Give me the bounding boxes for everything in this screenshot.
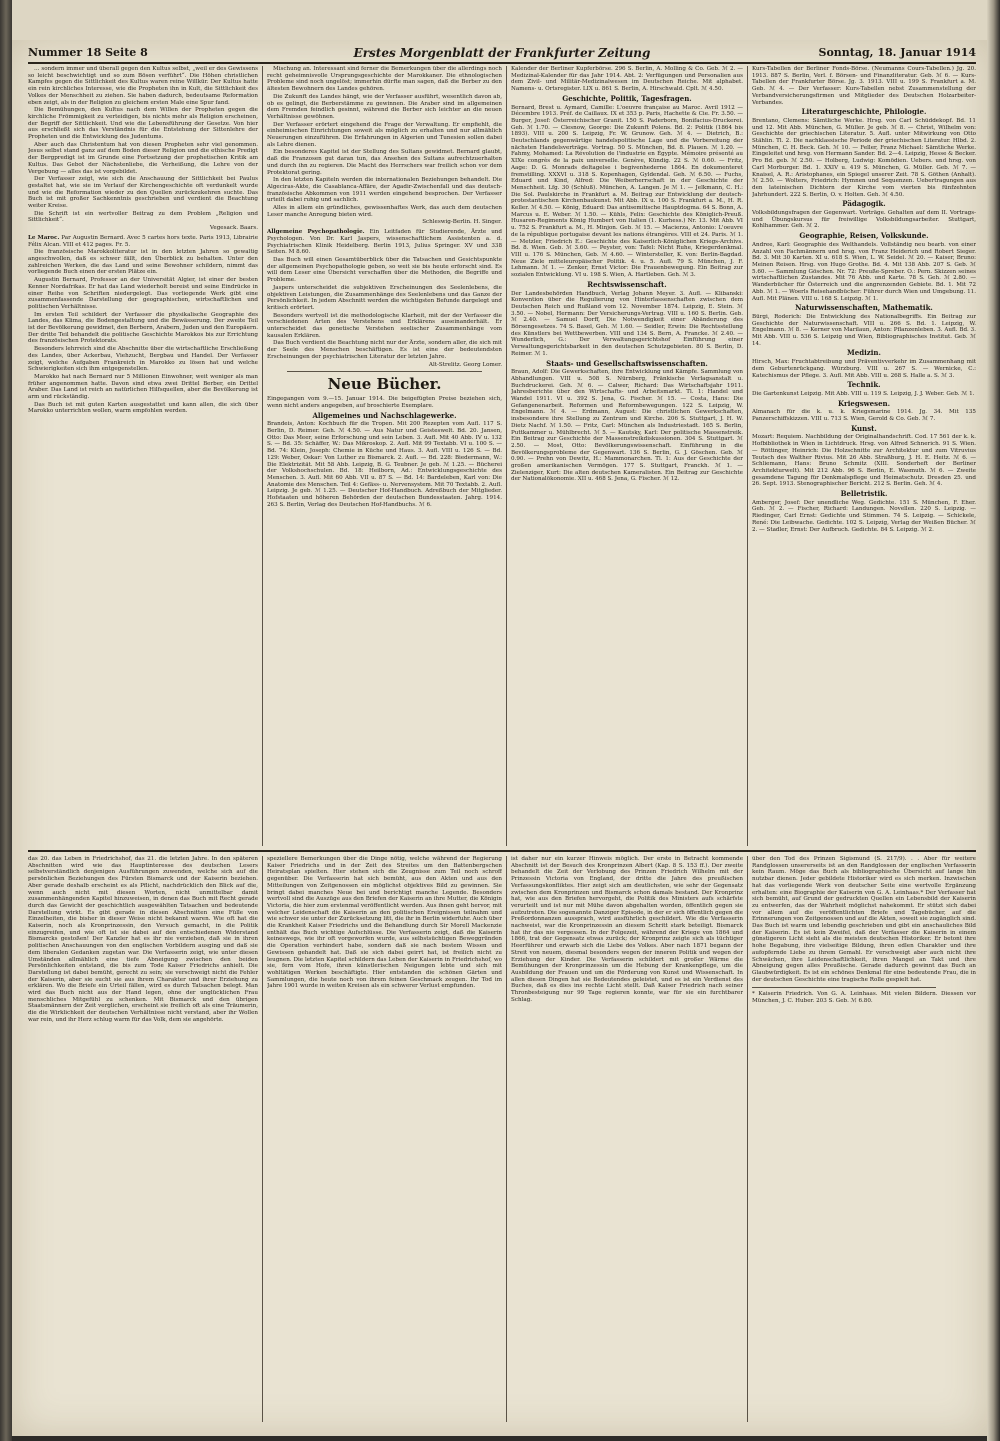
review-paragraph: Das Buch verdient die Beachtung nicht nur der Ärzte, sondern aller, die sich mit der Seele des Menschen beschäftigen. Es ist eine der bedeutendsten Erscheinungen der psychiatrischen Literatur der letzten Jahre. <box>267 340 502 360</box>
page-top-strip <box>12 0 987 40</box>
review-paragraph: Jaspers unterscheidet die subjektiven Erscheinungen des Seelenlebens, die objektiven Leistungen, die Zusammenhänge des Seelenlebens und das Ganze der Persönlichkeit. In jedem Abschnitt werden die wichtigsten Befunde dargelegt und kritisch erörtert. <box>267 284 502 311</box>
col1-paragraph: Die Schrift ist ein wertvoller Beitrag zu dem Problem „Religion und Sittlichkeit“. <box>28 210 258 224</box>
new-books-heading: Neue Bücher. <box>327 375 442 394</box>
review-paragraph: Marokko hat nach Bernard nur 5 Millionen Einwohner, weit weniger als man früher angenommen hatte. Davon sind etwa zwei Drittel Berber, ein Drittel Araber. Das Land ist reich an natürlichen Hilfsquellen, aber die Bevölkerung ist arm und rückständig. <box>28 373 258 401</box>
col2-paragraph: Mischung an. Interessant sind ferner die Bemerkungen über die allerdings noch recht geheimnisvolle Ursprungsgeschichte der Marokkaner. Die ethnologischen Probleme sind noch ungelöst; immerhin dürfte man sagen, daß die Berber zu den ältesten Bewohnern des Landes gehören. <box>267 66 502 93</box>
section-heading: Belletristik. <box>840 489 888 499</box>
review-paragraph: Das Buch will einen Gesamtüberblick über die Tatsachen und Gesichtspunkte der allgemeinen Psychopathologie geben, so weit sie bis heute erforscht sind. Es will dem Leser eine Übersicht verschaffen über die Methoden, die Begriffe und Probleme. <box>267 256 502 284</box>
section-rule <box>287 371 482 372</box>
review-meta: Par Augustin Bernard. Avec 5 cartes hors texte. Paris 1913, Librairie Félix Alcan. VIII et 412 pages. Fr. 5. <box>28 234 258 248</box>
column-divider <box>262 856 263 1422</box>
col1-paragraph: Aber auch das Christentum hat von diesen Propheten sehr viel genommen. Jesus selbst stand ganz auf dem Boden dieser Religion und die ethische Predigt der Bergpredigt ist im Grunde eine Fortsetzung der prophetischen Kritik am Kultus. Das Gebot der Nächstenliebe, die Verheißung, die Lehre von der Vergebung — alles das ist vorgebildet. <box>28 141 258 175</box>
book-list: Almanach für die k. u. k. Kriegsmarine 1914. Jg. 34. Mit 135 Panzerschiffskizzen. VIII u. 713 S. Wien, Gerold & Co. Geb. ℳ 7. <box>752 409 976 423</box>
book-list: Hirsch, Max: Fruchtabtreibung und Präventivverkehr im Zusammenhang mit dem Geburtenrückgang. Würzburg. VIII u. 267 S. — Wernicke, C.: Katechismus der Pflege. 3. Aufl. Mit Abb. VIII u. 268 S. Halle a. S. ℳ 3. <box>752 359 976 379</box>
article-column-3 <box>511 856 743 1424</box>
book-list: Brandeis, Anton: Kochbuch für die Tropen. Mit 200 Rezepten vom Aufl. 117 S. Berlin, D. Reimer. Geh. ℳ 4.50. — Aus Natur und Geisteswelt. Bd. 20. Jansen, Otto: Das Meer, seine Erforschung und sein Leben. 3. Aufl. Mit 40 Abb. IV u. 132 S. — Bd. 35: Schäffer, W.: Das Mikroskop. 2. Aufl. Mit 99 Textabb. VI u. 100 S. — Bd. 74: Klein, Joseph: Chemie in Küche und Haus. 3. Aufl. VIII u. 126 S. — Bd. 129: Weber, Oskar: Von Luther zu Bismarck. 2. Aufl. — Bd. 228: Biedermann, W.: Die Elektrizität. Mit 58 Abb. Leipzig, B. G. Teubner. Je geb. ℳ 1.25. — Bücherei der Volkshochschulen. Bd. 18: Heilborn, Ad.: Entwicklungsgeschichte des Menschen. 3. Aufl. Mit 60 Abb. VII u. 87 S. — Bd. 14: Bardeleben, Karl von: Die Anatomie des Menschen. Teil 4: Gefäss- u. Nervensystem. Mit 70 Textabb. 2. Aufl. Leipzig. Je geb. ℳ 1.25. — Deutscher Hof-Handbuch. Adreßbuch der Mitglieder. Hofstaaten und höheren Behörden der deutschen Bundesstaaten. Jahrg. 1914. 263 S. Berlin, Verlag des Deutschen Hof-Handbuchs. ℳ 6. <box>267 421 502 508</box>
book-list: Der Landesbehörden Handbuch, Verlag Johann Meyer. 3. Aufl. — Klibanski: Konvention über die Regulierung von Hinterlassenschaften zwischen dem Deutschen Reich und Rußland vom 12. November 1874. Leipzig, E. Stein. ℳ 3.50. — Nobel, Hermann: Der Versicherungs-Vertrag. VIII u. 160 S. Berlin. Geb. ℳ 2.40. — Samuel Dorff, Die Notwendigkeit einer Abänderung des Börsengesetzes. 74 S. Basel, Geh. ℳ 1.60. — Seidler, Erwin: Die Rechtsstellung des Künstlers bei Wettbewerben. VIII und 134 S. Bern, A. Francke. ℳ 2.40. — Wunderlich, G.: Der Verwaltungsgerichtshof Einführung einer Verwaltungsgerichtsbarkeit in den deutschen Schutzgebieten. 80 S. Berlin, D. Reimer. ℳ 1. <box>511 290 743 357</box>
col2-paragraph: Die Zukunft des Landes hängt, wie der Verfasser ausführt, wesentlich davon ab, ob es gelingt, die Berberstämme zu gewinnen. Die Araber sind im allgemeinen dem Fremden feindlich gesinnt, während die Berber sich leichter an die neuen Verhältnisse gewöhnen. <box>267 93 502 120</box>
book-list: Volksbildungsfragen der Gegenwart. Vorträge. Gehalten auf dem II. Vortrags- und Übungskursus für freiwillige Volksbildungsarbeiter. Stuttgart, Kohlhammer. Geh. ℳ 2. <box>752 210 976 230</box>
article-text: ist daher nur ein kurzer Hinweis möglich. Der erste in Betracht kommende Abschnitt ist der Besuch des Kronprinzen Albert (Kap. 8 S. 153 ff.). Der zweite behandelt die Zeit der Verlobung des Prinzen Friedrich Wilhelm mit der Prinzessin Victoria von England, der dritte die Jahre des preußischen Verfassungskonfliktes. Hier zeigt sich am deutlichsten, wie sehr der Gegensatz zwischen dem Kronprinzen und Bismarck schon damals bestand. Der Kronprinz hat, wie aus den Briefen hervorgeht, die Politik des Ministers aufs schärfste verurteilt und ist nur mit Mühe davon abgehalten worden, öffentlich gegen sie aufzutreten. Die sogenannte Danziger Episode, in der er sich öffentlich gegen die Preßordonnanzen aussprach, wird ausführlich geschildert. Wie die Verfasserin nachweist, war die Kronprinzessin an diesem Schritt stark beteiligt. Bismarck hat ihr das nie vergessen. In der Folgezeit, während der Kriege von 1864 und 1866, trat der Gegensatz etwas zurück; der Kronprinz zeigte sich als tüchtiger Heerführer und erwarb sich die Liebe des Volkes. Aber nach 1871 begann der Streit von neuem, diesmal besonders wegen der inneren Politik und wegen der Erziehung der Kinder. Die Verfasserin schildert mit großer Wärme die Bemühungen der Kronprinzessin um die Hebung der Krankenpflege, um die Ausbildung der Frauen und um die Förderung von Kunst und Wissenschaft. In allen diesen Dingen hat sie Bedeutendes geleistet, und es ist ein Verdienst des Buches, daß es dies ins rechte Licht stellt. Daß Kaiser Friedrich nach seiner Thronbesteigung nur 99 Tage regieren konnte, war für sie ein furchtbarer Schlag. <box>511 856 743 1003</box>
article-column-2 <box>267 856 502 1424</box>
book-list: Mozart: Requiem. Nachbildung der Originalhandschrift. Cod. 17 561 der k. k. Hofbibliothek in Wien in Lichtdruck. Hrsg. von Alfred Schnerich. 91 S. Wien. — Röttinger, Heinrich: Die Holzschnitte zur Architektur und zum Vitruvius Teutsch des Walther Rivius. Mit 26 Abb. Straßburg, J. H. E. Heitz. ℳ 6. — Schliemann, Hans: Bruno Schmitz (XIII. Sonderheft der Berliner Architekturwelt). Mit 212 Abb. 96 S. Berlin, E. Wasmuth. ℳ 6. — Zweite gesamdene Tagung für Denkmalspflege und Heimatschutz. Dresden 25. und 26. Sept. 1913. Stenographischer Bericht. 212 S. Berlin. Geh. ℳ 4. <box>752 434 976 488</box>
review-paragraph: Die französische Marokkoliteratur ist in den letzten Jahren so gewaltig angeschwollen, daß es schwer fällt, den Überblick zu behalten. Unter den zahlreichen Werken, die das Land und seine Bewohner schildern, nimmt das vorliegende Buch einen der ersten Plätze ein. <box>28 249 258 276</box>
column-divider <box>506 66 507 846</box>
review-paragraph: Besonders wertvoll ist die methodologische Klarheit, mit der der Verfasser die verschiedenen Arten des Verstehens und Erklärens auseinanderhält. Er unterscheidet das genetische Verstehen seelischer Zusammenhänge vom kausalen Erklären. <box>267 312 502 339</box>
book-list: Bernard, Brest u. Aymard, Camille: L'oeuvre française au Maroc. Avril 1912 — Décembre 1913. Préf. de Caillaux. IX et 353 p. Paris, Hachette & Cie. Fr. 3.50. — Burger, Josef: Österreichischer Granit. 150 S. Paderborn, Bonifacius-Druckerei. Geh. ℳ 1.70. — Clesnow, George: Die Zukunft Polens. Bd. 2: Politik (1864 bis 1893). VIII u. 200 S. Leipzig, Fr. W. Grunow. Geh. ℳ 4. — Dietrich, B.: Deutschlands gegenwärtige handelspolitische Lage und die Vorbereitung der nächsten Handelsverträge. Vortrag. 50 S. München, Bd. 8. Plauen. ℳ 1.20. — Fahmy, Mohamed: La Révolution de l'industrie en Égypte. Mémoire présenté au XIXe congrès de la paix universelle. Genève, Kündig. 22 S. ℳ 0.60. — Fritz, Aage: D. G. Monrads deltagelse i begivenhederne 1864. En dokumenteret fremstilling. XXXVI u. 318 S. Kopenhagen, Gyldendal. Geh. ℳ 6.50. — Fuchs, Eduard und Kind, Alfred: Die Weiberherrschaft in der Geschichte der Menschheit. Lfg. 30 (Schluß). München, A. Langen. Je ℳ 1. — Jelkmann, C. H.: Die Sol. Paulskirche in Frankfurt a. M. Beitrag zur Entwicklung der deutsch-protestantischen Kirchenbaukunst. Mit Abb. IX u. 100 S. Frankfurt a. M., H. R. Keller. ℳ 4.50. — König, Eduard: Das antisemitische Hauptdogma. 64 S. Bonn, A. Marcus u. E. Weber. ℳ 1.50. — Kühls, Felix: Geschichte des Königlich-Preuß. Husaren-Regiments König Humbert von Italien (1. Kurhess.) Nr. 13. Mit Abb. VI u. 752 S. Frankfurt a. M., H. Minjon. Geb. ℳ 15. — Macierza, Antonio: L'oeuvre de la république portugaise devant les nations étrangères. VIII et 24. Paris. ℳ 1. — Metzler, Friedrich E.: Geschichte des Kaiserlich-Königlichen Kriegs-Archivs. Bd. 8. Wien. Geb. ℳ 3.60. — Peyster, von: Tafel: Nicht Ruhe, Kriegerdenkmal. VIII u. 176 S. München, Geb. ℳ 4.60. — Wintersteller, K. von: Berlin-Bagdad. Neue Ziele mitteleuropäischer Politik. 4. u. 5. Aufl. 79 S. München, J. F. Lehmann. ℳ 1. — Zenker, Ernst Victor: Die Frauenbewegung. Ein Beitrag zur sozialen Entwicklung. VI u. 198 S. Wien, A. Hartleben. Geh. ℳ 3. <box>511 104 743 279</box>
column-divider <box>747 856 748 1422</box>
col1-paragraph: Die Bemühungen, den Kultus nach dem Willen der Propheten gegen die kirchliche Frömmigkeit zu verteidigen, bis nichts mehr als Religion erscheinen, der Begriff der Sittlichkeit. Und wie die Lebensführung der Gesetze. Von hier aus erschließt sich das Verständnis für die Entstehung der Sittenlehre der Propheten und die Entwicklung des Judentums. <box>28 107 258 141</box>
page-header <box>28 44 976 64</box>
col1-paragraph: … sondern immer und überall gegen den Kultus selbst, „weil er des Gewissens so leicht beschwichtigt und so zum Bösen verführt“. Die Höhen christlichen Kampfes gegen die Sittlichkeit des Kultus waren reine Willkür. Der Kultus hatte ein rein kirchliches Interesse, wie die Propheten ihn in Kult, die Sittlichkeit des Volkes der Menschheit zu ziehen. Sie haben dadurch, bedeutsame Reformation eben zeigt, als in der Religion zu gleichem ersten Male eine Spur fand. <box>28 66 258 106</box>
book-list: Andree, Karl: Geographie des Welthandels. Vollständig neu bearb. von einer Anzahl von Fachmännern und hrsg. von Franz Heiderich und Robert Sieger. Bd. 3. Mit 30 Karten. XI u. 618 S. Wien, L. W. Seidel. ℳ 20. — Kaiser, Bruno: Meinen Reisen. Hrsg. von Hugo Grothe. Bd. 4. Mit 138 Abb. 207 S. Geb. ℳ 5.60. — Sammlung Göschen. Nr. 72: Preuße-Spreber. O.: Pern. Skizzen seines wirtschaftlichen Zustandes. Mit 76 Abb. und Karte. 78 S. Geh. ℳ 2.80. — Wanderbücher für Österreich und die angrenzenden Gebiete. Bd. 1. Mit 72 Abb. ℳ 1. — Woerls Reisehandbücher: Führer durch Wien und Umgebung. 11. Aufl. Mit Plänen. VIII u. 168 S. Leipzig. ℳ 1. <box>752 241 976 302</box>
column-1 <box>28 66 258 847</box>
section-heading: Technik. <box>847 380 881 390</box>
col1-paragraph: Der Verfasser zeigt, wie sich die Anschauung der Sittlichkeit bei Paulus gestaltet hat, wie sie im Verlauf der Kirchengeschichte oft verdunkelt wurde und wie die Reformation wieder zu den Quellen zurückzukehren suchte. Das Buch ist mit großer Sachkenntnis geschrieben und verdient die Beachtung weiter Kreise. <box>28 176 258 210</box>
page-number: Nummer 18 Seite 8 <box>28 46 148 59</box>
article-text: über den Tod des Prinzen Sigismund (S. 217/9). . . Aber für weitere Randglossen unsererseits ist an den Randglossen der englischen Verfasserin kein Raum. Möge das Buch als bibliographische Übersicht auf lange hin nutzbar dienen. Jeder gebildete Historiker wird es sich merken. Inzwischen hat das vorliegende Werk von deutscher Seite eine wertvolle Ergänzung erhalten: eine Biographie der Kaiserin von G. A. Leinhaas.* Der Verfasser hat sich bemüht, auf Grund der gedruckten Quellen ein Lebensbild der Kaiserin zu entwerfen, das der Wahrheit möglichst nahekommt. Er stützt sich dabei vor allem auf die veröffentlichten Briefe und Tagebücher, auf die Erinnerungen von Zeitgenossen und auf die Akten, soweit sie zugänglich sind. Das Buch ist warm und lebendig geschrieben und gibt ein anschauliches Bild der Kaiserin. Es ist kein Zweifel, daß der Verfasser die Kaiserin in einem günstigeren Licht sieht als die meisten deutschen Historiker. Er betont ihre hohe Begabung, ihre vielseitige Bildung, ihren edlen Charakter und ihre aufopfernde Liebe zu ihrem Gemahl. Er verschweigt aber auch nicht ihre Schwächen, ihre Leidenschaftlichkeit, ihren Mangel an Takt und ihre Abneigung gegen alles Preußische. Gerade dadurch gewinnt das Buch an Glaubwürdigkeit. Es ist ein schönes Denkmal für eine bedeutende Frau, die in der deutschen Geschichte eine tragische Rolle gespielt hat. <box>752 856 976 983</box>
article-column-1 <box>28 856 258 1424</box>
col2-signature: Alt-Strelitz. Georg Lomer. <box>428 361 502 368</box>
review-title: Le Maroc. <box>28 234 60 241</box>
col1-signature: Vegesack. Baars. <box>209 225 258 232</box>
section-heading: Geschichte, Politik, Tagesfragen. <box>562 93 692 103</box>
footnote: * Kaiserin Friedrich. Von G. A. Leinhaas. Mit vielen Bildern. Diessen vor München, J. C. Huber. 203 S. Geb. ℳ 6.80. <box>752 991 976 1005</box>
review-paragraph: Im ersten Teil schildert der Verfasser die physikalische Geographie des Landes, das Klima, die Bodengestaltung und die Bewässerung. Der zweite Teil ist der Bevölkerung gewidmet, den Berbern, Arabern, Juden und den Europäern. Der dritte Teil behandelt die politische Geschichte Marokkos bis zur Errichtung des französischen Protektorats. <box>28 311 258 345</box>
book-list: Amberger, Josef: Der unendliche Weg. Gedichte. 151 S. München, F. Eher. Geh. ℳ 2. — Fischer, Richard: Landungen. Novellen. 220 S. Leipzig. — Riedinger, Carl Ernst: Gedichte und Stimmen. 74 S. Leipzig. — Schickele, René: Die Leibwache. Gedichte. 102 S. Leipzig, Verlag der Weißen Bücher. ℳ 2. — Stadler, Ernst: Der Aufbruch. Gedichte. 84 S. Leipzig. ℳ 2. <box>752 499 976 533</box>
col2-paragraph: Ein besonderes Kapitel ist der Stellung des Sultans gewidmet. Bernard glaubt, daß die Franzosen gut daran tun, das Ansehen des Sultans aufrechtzuerhalten und durch ihn zu regieren. Die Macht des Herrschers war freilich schon vor dem Protektorat gering. <box>267 149 502 176</box>
section-divider <box>28 850 976 852</box>
col2-paragraph: Alles in allem ein gründliches, gewissenhaftes Werk, das auch dem deutschen Leser manche Anregung bieten wird. <box>267 205 502 218</box>
page-edge <box>987 0 1000 1441</box>
review-meta: Ein Leitfaden für Studierende, Ärzte und Psychologen. Von Dr. Karl Jaspers, wissenschaftlichem Assistenten a. d. Psychiatrischen Klinik Heidelberg. Berlin 1913, Julius Springer. XV und 338 Seiten. M 8.60. <box>267 229 502 256</box>
article-text: speziellere Bemerkungen über die Dinge nötig, welche während der Regierung Kaiser Friedrichs und in der Zeit des Streites um den Battenbergschen Heiratsplan spielten. Hier stehen sich die Zeugnisse zum Teil noch schroff gegenüber. Die Verfasserin hat sich bemüht, aus den Akten und aus den Mitteilungen von Zeitgenossen ein möglichst objektives Bild zu gewinnen. Sie bringt dabei manches Neue bei und berichtigt manche Legende. Besonders wertvoll sind die Auszüge aus den Briefen der Kaiserin an ihre Mutter, die Königin Victoria, die hier zum erstenmal veröffentlicht werden. Aus ihnen geht hervor, mit welcher Leidenschaft die Kaiserin an den politischen Ereignissen teilnahm und wie schwer sie unter der Zurücksetzung litt, die ihr in Berlin widerfuhr. Auch über die Krankheit Kaiser Friedrichs und die Behandlung durch Sir Morell Mackenzie enthält das Buch wichtige Aufschlüsse. Die Verfasserin zeigt, daß die Kaiserin keineswegs, wie ihr oft vorgeworfen wurde, aus selbstsüchtigen Beweggründen die Operation verhindert habe, sondern daß sie nach bestem Wissen und Gewissen gehandelt hat. Daß sie sich dabei geirrt hat, ist freilich nicht zu leugnen. Die letzten Kapitel schildern das Leben der Kaiserin in Friedrichshof, wo sie, fern vom Hofe, ihren künstlerischen Neigungen lebte und sich mit wohltätigen Werken beschäftigte. Hier entstanden die schönen Gärten und Sammlungen, die heute noch von ihrem feinen Geschmack zeugen. Ihr Tod im Jahre 1901 wurde in weiten Kreisen als ein schwerer Verlust empfunden. <box>267 856 502 990</box>
section-heading: Rechtswissenschaft. <box>587 279 667 289</box>
book-list: Bürgi, Roderich: Die Entwicklung des Nationalbegriffs. Ein Beitrag zur Geschichte der Naturwissenschaft. VIII u. 266 S. Bd. 1. Leipzig, W. Engelmann. ℳ 8. — Kerner von Marilaun, Anton: Pflanzenleben. 3. Aufl. Bd. 3. Mit Abb. VIII u. 536 S. Leipzig und Wien, Bibliographisches Institut. Geb. ℳ 14. <box>752 313 976 347</box>
section-heading: Allgemeines und Nachschlagewerke. <box>312 410 457 420</box>
review-title: Allgemeine Psychopathologie. <box>267 229 365 236</box>
book-list: Kalender der Berliner Kupferbörse. 296 S. Berlin, A. Molling & Co. Geb. ℳ 2. — Medizinal-Kalender für das Jahr 1914. Abt. 2: Verfügungen und Personalien aus dem Zivil- und Militär-Medizinalwesen im Deutschen Reiche. Mit alphabet. Namens- u. Ortsregister. LIX u. 861 S. Berlin, A. Hirschwald. Cplt. ℳ 4.50. <box>511 66 743 93</box>
section-heading: Medizin. <box>847 348 881 358</box>
section-heading: Staats- und Gesellschaftswissenschaften. <box>546 358 708 368</box>
book-list: Die Gartenkunst Leipzig. Mit Abb. VIII u. 119 S. Leipzig, J. J. Weber. Geb. ℳ 1. <box>752 390 975 397</box>
review-paragraph: Das Buch ist mit guten Karten ausgestattet und kann allen, die sich über Marokko unterrichten wollen, warm empfohlen werden. <box>28 401 258 415</box>
section-heading: Literaturgeschichte, Philologie. <box>801 107 927 117</box>
column-divider <box>262 66 263 846</box>
article-text: das 20. das Leben in Friedrichshof, das 21. die letzten Jahre. In den späteren Abschnitten wird wie das Hauptinteresse des deutschen Lesers selbstverständlich denjenigen Ausführungen zuwenden, welche sich auf die persönlichen Beziehungen des Fürsten Bismarck und der Kaiserin beziehen. Aber gerade deshalb erscheint es als Pflicht, nachdrücklich den Blick auf die, wenn auch nicht mit diesen Worten, nicht unmittelbar damit zusammenhängenden Kapitel hinzuweisen, in denen das Buch mit Recht gerade durch das Gewicht der geschichtlich ausgewählten Tatsachen und bedeutende Darstellung wirkt. Es gibt gerade in diesen Abschnitten eine Fülle von Einzelheiten, die bisher in dieser Weise nicht bekannt waren. Wie oft hat die Kaiserin, noch als Kronprinzessin, den Versuch gemacht, in die Politik einzugreifen, und wie oft ist sie dabei auf den entschiedenen Widerstand Bismarcks gestoßen! Der Kanzler hat es ihr nie verziehen, daß sie in ihren politischen Anschauungen von den englischen Vorbildern ausging und daß sie dem liberalen Gedanken zugetan war. Die Verfasserin zeigt, wie unter diesen Umständen allmählich eine tiefe Abneigung zwischen den beiden Persönlichkeiten entstand, die bis zum Tode Kaiser Friedrichs anhielt. Die Darstellung ist dabei bemüht, gerecht zu sein; sie verschweigt nicht die Fehler der Kaiserin, aber sie sucht sie aus ihrem Charakter und ihrer Erziehung zu erklären. Wo die Briefe ein Urteil fällen, wird es durch Tatsachen belegt. Man wird das Buch nicht aus der Hand legen, ohne der unglücklichen Frau menschliches Mitgefühl zu schenken. Mit Bismarck und den übrigen Staatsmännern der Zeit verglichen, erscheint sie freilich oft als eine Träumerin, die die Wirklichkeit der deutschen Verhältnisse nicht verstand, aber ihr Wollen war rein, und ihr Herz schlug warm für das Volk, dem sie angehörte. <box>28 856 258 1023</box>
new-books-intro: Eingegangen vom 9.—15. Januar 1914. Die beigefügten Preise beziehen sich, wenn nicht anders angegeben, auf broschierte Exemplare. <box>267 396 502 409</box>
col2-paragraph: In den letzten Kapiteln werden die internationalen Beziehungen behandelt. Die Algeciras-Akte, die Casablanca-Affäre, der Agadir-Zwischenfall und das deutsch-französische Abkommen von 1911 werden eingehend besprochen. Der Verfasser urteilt dabei ruhig und sachlich. <box>267 177 502 204</box>
section-heading: Pädagogik. <box>842 199 886 209</box>
book-list: Braun, Adolf: Die Gewerkschaften, ihre Entwicklung und Kämpfe. Sammlung von Abhandlungen. VIII u. 508 S. Nürnberg, Fränkische Verlagsanstalt u. Buchdruckerei. Geh. ℳ 6. — Calwer, Richard: Das Wirtschaftsjahr 1911. Jahresberichte über den Wirtschafts- und Arbeitsmarkt. Tl. 1: Handel und Wandel 1911. VI u. 392 S. Jena, G. Fischer. ℳ 15. — Costa, Hans: Die Gefangenenarbeit. Reformen und Reformbewegungen. 122 S. Leipzig, W. Engelmann. ℳ 4. — Erdmann, August: Die christlichen Gewerkschaften, insbesondere ihre Stellung zu Zentrum und Kirche. 206 S. Stuttgart, J. H. W. Dietz Nachf. ℳ 1.50. — Fritz, Carl: München als Industriestadt. 165 S. Berlin, Puttkammer u. Mühlbrecht. ℳ 5. — Kautsky, Karl: Der politische Massenstreik. Ein Beitrag zur Geschichte der Massenstreikdiskussionen. 304 S. Stuttgart. ℳ 2.50. — Most, Otto: Bevölkerungswissenschaft. Einführung in die Bevölkerungsprobleme der Gegenwart. 136 S. Berlin, G. J. Göschen. Geb. ℳ 0.90. — Prehn von Dewitz, H.: Mammonarchen. Tl. 1: Aus der Geschichte der großen amerikanischen Vermögen. 177 S. Stuttgart, Franckh. ℳ 1. — Zielenziger, Kurt: Die alten deutschen Kameralisten. Ein Beitrag zur Geschichte der Nationalökonomie. XII u. 468 S. Jena, G. Fischer. ℳ 12. <box>511 369 743 483</box>
section-heading: Kunst. <box>851 423 877 433</box>
book-list: Kurs-Tabellen der Berliner Fonds-Börse. (Neumanns Cours-Tabellen.) Jg. 20. 1913. 887 S. Berlin, Verl. f. Börsen- und Finanzliteratur. Geb. ℳ 6. — Kurs-Tabellen der Frankfurter Börse. Jg. 3. 1913. VIII u. 199 S. Frankfurt a. M. Geb. ℳ 4. — Der Verfasser: Kurs-Tabellen nebst Zusammenstellung der Verbandversicherungsfirmen und Mitglieder des Deutschen Holzarbeiter-Verbandes. <box>752 66 976 106</box>
book-binding-shadow <box>0 0 12 1441</box>
article-column-4 <box>752 856 976 1424</box>
newspaper-title: Erstes Morgenblatt der Frankfurter Zeitung <box>353 46 651 60</box>
review-paragraph: Augustin Bernard, Professor an der Universität Algier, ist einer der besten Kenner Nordafrikas. Er hat das Land wiederholt bereist und seine Eindrücke in einer Reihe von Schriften niedergelegt. Das vorliegende Werk gibt eine zusammenfassende Darstellung der geographischen, wirtschaftlichen und politischen Verhältnisse. <box>28 277 258 310</box>
issue-date: Sonntag, 18. Januar 1914 <box>818 46 976 59</box>
column-divider <box>747 66 748 846</box>
col2-paragraph: Der Verfasser erörtert eingehend die Frage der Verwaltung. Er empfiehlt, die einheimischen Einrichtungen soweit als möglich zu erhalten und nur allmählich Neuerungen einzuführen. Die Erfahrungen in Algerien und Tunesien sollen dabei als Lehre dienen. <box>267 121 502 148</box>
section-heading: Kriegswesen. <box>837 398 891 408</box>
column-divider <box>506 856 507 1422</box>
section-heading: Naturwissenschaften, Mathematik. <box>795 303 933 313</box>
section-heading: Geographie, Reisen, Volkskunde. <box>799 231 929 241</box>
column-2 <box>267 66 502 847</box>
footnote-rule <box>752 987 936 988</box>
col2-signature: Schleswig-Berlin. H. Singer. <box>422 219 502 226</box>
column-4 <box>752 66 976 847</box>
book-list: Brentano, Clemens: Sämtliche Werke. Hrsg. von Carl Schüddekopf. Bd. 11 und 12. Mit Abb. München, G. Müller. Je geb. ℳ 8. — Christ, Wilhelm von: Geschichte der griechischen Literatur. 5. Aufl. unter Mitwirkung von Otto Stählin. Tl. 2. Die nachklassische Periode der griechischen Literatur. Hlbd. 2. München, C. H. Beck. Geh. ℳ 10. — Feller, Franz Michael: Sämtliche Werke. Eingeleitet und hrsg. von Hermann Sander. Bd. 2—4. Leipzig, Hesse & Becker. Pro Bd. geb. ℳ 2.50. — Holberg, Ludwig: Komödien. Uebers. und hrsg. von Carl Morburger. Bd. 1. XXIV u. 419 S. München, G. Müller. Geb. ℳ 7. — Knaisel, A. R.: Aristophanes, ein Spiegel unserer Zeit. 78 S. Göthen (Anhalt). ℳ 2.50. — Wolters, Friedrich: Hymnen und Sequenzen. Uebertragungen aus den lateinischen Dichtern der Kirche vom vierten bis fünfzehnten Jahrhundert. 222 S. Berlin, O. v. Holten. Geh. ℳ 4.50. <box>752 117 976 198</box>
review-paragraph: Besonders lehrreich sind die Abschnitte über die wirtschaftliche Erschließung des Landes, über Ackerbau, Viehzucht, Bergbau und Handel. Der Verfasser zeigt, welche Aufgaben Frankreich in Marokko zu lösen hat und welche Schwierigkeiten sich ihm entgegenstellen. <box>28 346 258 373</box>
column-3 <box>511 66 743 847</box>
